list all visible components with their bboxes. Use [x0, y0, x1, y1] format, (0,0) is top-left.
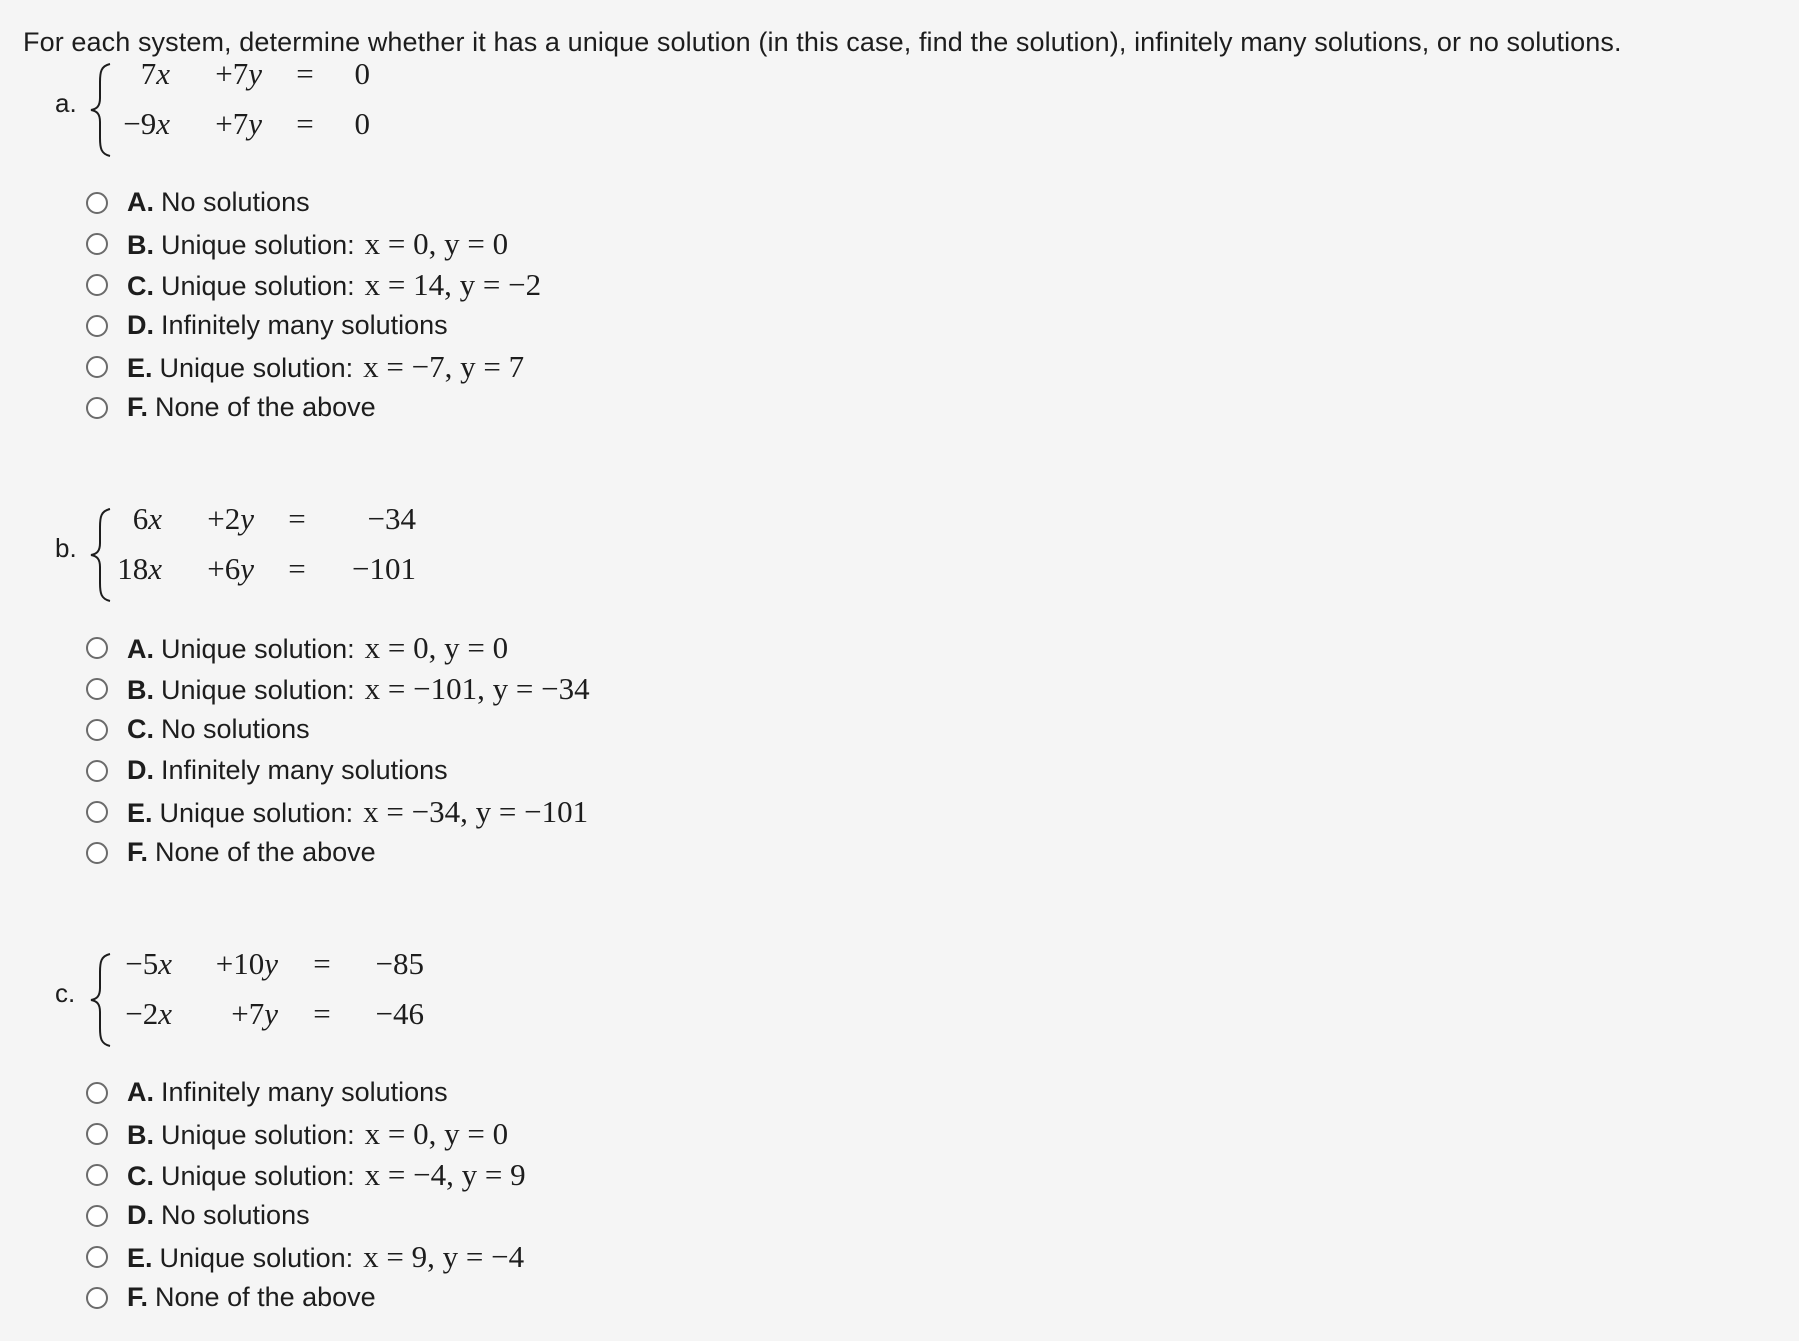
option-solution: x = 14, y = −2	[364, 266, 542, 302]
equation-2-relation: =	[288, 551, 306, 586]
radio-button[interactable]	[86, 1246, 108, 1268]
option-f[interactable]	[86, 387, 541, 428]
equation-1-y-term: +10y	[215, 946, 278, 981]
radio-button[interactable]	[86, 760, 108, 782]
option-label: Unique solution:	[159, 1242, 354, 1273]
option-b[interactable]	[86, 1113, 526, 1154]
option-e[interactable]	[86, 346, 541, 387]
radio-button[interactable]	[86, 1123, 108, 1145]
option-label: No solutions	[161, 187, 310, 217]
option-solution: x = −7, y = 7	[363, 348, 525, 384]
equation-2-relation: =	[296, 106, 314, 141]
option-label: None of the above	[155, 837, 376, 867]
equation-1-relation: =	[288, 501, 306, 536]
radio-button[interactable]	[86, 1287, 108, 1309]
option-letter: A.	[127, 633, 154, 664]
option-e[interactable]	[86, 791, 590, 832]
radio-button[interactable]	[86, 719, 108, 741]
option-label: Unique solution:	[159, 352, 354, 383]
equation-1-rhs: −85	[375, 946, 424, 981]
radio-button[interactable]	[86, 397, 108, 419]
option-c[interactable]	[86, 264, 541, 305]
option-solution: x = 0, y = 0	[364, 225, 509, 261]
equation-2-relation: =	[313, 996, 331, 1031]
radio-button[interactable]	[86, 233, 108, 255]
equation-2-y-term: +7y	[215, 106, 262, 141]
option-letter: E.	[127, 1242, 153, 1273]
option-solution: x = −4, y = 9	[364, 1156, 526, 1192]
problem-label: b.	[55, 533, 77, 563]
problem-label: c.	[55, 978, 76, 1008]
option-letter: D.	[127, 310, 154, 340]
option-d[interactable]	[86, 750, 590, 791]
option-letter: C.	[127, 1160, 154, 1191]
option-solution: x = −101, y = −34	[364, 670, 590, 706]
problem-label: a.	[55, 88, 77, 118]
option-letter: F.	[127, 392, 149, 422]
option-d[interactable]	[86, 1195, 526, 1236]
radio-button[interactable]	[86, 192, 108, 214]
equation-1-x-term: 6x	[132, 501, 162, 536]
option-letter: B.	[127, 674, 154, 705]
options-list	[86, 1072, 526, 1318]
option-letter: B.	[127, 1119, 154, 1150]
option-label: No solutions	[161, 714, 310, 744]
option-letter: F.	[127, 837, 149, 867]
equation-1-rhs: 0	[354, 56, 370, 91]
option-a[interactable]	[86, 1072, 526, 1113]
option-letter: D.	[127, 755, 154, 785]
option-label: Unique solution:	[161, 229, 355, 260]
option-letter: B.	[127, 229, 154, 260]
radio-button[interactable]	[86, 274, 108, 296]
option-label: Unique solution:	[161, 674, 355, 705]
options-list	[86, 627, 590, 873]
option-label: None of the above	[155, 392, 376, 422]
option-solution: x = 9, y = −4	[363, 1238, 525, 1274]
option-label: None of the above	[155, 1282, 376, 1312]
option-letter: E.	[127, 797, 153, 828]
option-solution: x = 0, y = 0	[364, 629, 509, 665]
option-label: Unique solution:	[161, 633, 355, 664]
option-letter: E.	[127, 352, 153, 383]
option-solution: x = 0, y = 0	[364, 1115, 509, 1151]
radio-button[interactable]	[86, 637, 108, 659]
radio-button[interactable]	[86, 356, 108, 378]
option-e[interactable]	[86, 1236, 526, 1277]
radio-button[interactable]	[86, 1164, 108, 1186]
equation-2-rhs: −101	[352, 551, 416, 586]
equation-2-rhs: 0	[354, 106, 370, 141]
radio-button[interactable]	[86, 842, 108, 864]
equation-1-y-term: +7y	[215, 56, 262, 91]
option-label: Unique solution:	[161, 270, 355, 301]
option-label: Infinitely many solutions	[161, 310, 448, 340]
radio-button[interactable]	[86, 1205, 108, 1227]
equation-1-x-term: 7x	[140, 56, 170, 91]
radio-button[interactable]	[86, 315, 108, 337]
equation-2-y-term: +6y	[207, 551, 254, 586]
equation-1-x-term: −5x	[125, 946, 172, 981]
option-letter: F.	[127, 1282, 149, 1312]
option-letter: C.	[127, 714, 154, 744]
option-letter: D.	[127, 1200, 154, 1230]
radio-button[interactable]	[86, 1082, 108, 1104]
equation-2-x-term: −9x	[123, 106, 170, 141]
options-list	[86, 182, 541, 428]
option-f[interactable]	[86, 1277, 526, 1318]
option-c[interactable]	[86, 709, 590, 750]
equation-1-relation: =	[296, 56, 314, 91]
equation-2-x-term: −2x	[125, 996, 172, 1031]
option-label: Unique solution:	[159, 797, 354, 828]
option-letter: C.	[127, 270, 154, 301]
radio-button[interactable]	[86, 801, 108, 823]
equation-2-y-term: +7y	[231, 996, 278, 1031]
option-f[interactable]	[86, 832, 590, 873]
option-b[interactable]	[86, 668, 590, 709]
option-label: No solutions	[161, 1200, 310, 1230]
instructions-text: For each system, determine whether it has a unique solution (in this case, find the solution), infinitely many solutions, or no solutions.	[23, 27, 1622, 57]
option-letter: A.	[127, 187, 154, 217]
option-solution: x = −34, y = −101	[363, 793, 589, 829]
option-label: Infinitely many solutions	[161, 1077, 448, 1107]
option-a[interactable]	[86, 182, 541, 223]
equation-1-y-term: +2y	[207, 501, 254, 536]
equation-1-rhs: −34	[367, 501, 416, 536]
option-letter: A.	[127, 1077, 154, 1107]
option-a[interactable]	[86, 627, 590, 668]
option-label: Infinitely many solutions	[161, 755, 448, 785]
option-b[interactable]	[86, 223, 541, 264]
radio-button[interactable]	[86, 678, 108, 700]
equation-2-x-term: 18x	[117, 551, 162, 586]
option-label: Unique solution:	[161, 1119, 355, 1150]
equation-2-rhs: −46	[375, 996, 424, 1031]
option-d[interactable]	[86, 305, 541, 346]
equation-1-relation: =	[313, 946, 331, 981]
option-c[interactable]	[86, 1154, 526, 1195]
option-label: Unique solution:	[161, 1160, 355, 1191]
